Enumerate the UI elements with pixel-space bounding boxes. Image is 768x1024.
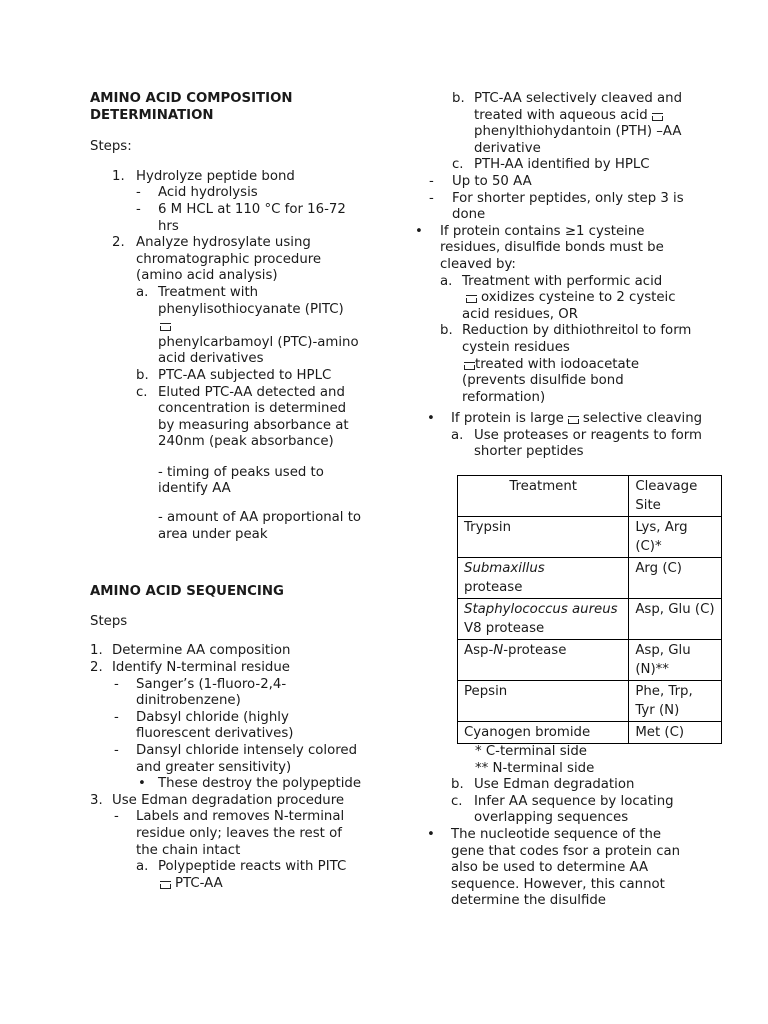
list-item: • The nucleotide sequence of the gene that codes fsor a protein can also be used to determine AA sequence. However, this cannot determine the disulfide	[427, 827, 681, 909]
list-item: a. Polypeptide reacts with PITC PTC-AA	[136, 859, 347, 891]
left-column	[90, 91, 365, 892]
list-item: - Acid hydrolysis	[136, 185, 258, 201]
list-item: 1. Determine AA composition	[90, 643, 291, 659]
list-item: - Dabsyl chloride (highly fluorescent derivatives)	[114, 709, 294, 742]
list-item: - Dansyl chloride intensely colored and greater sensitivity)	[114, 743, 358, 775]
list-item: c. Infer AA sequence by locating overlapping sequences	[451, 793, 674, 826]
table-cell: Met (C)	[629, 722, 722, 744]
table-cell: Trypsin	[458, 517, 629, 558]
list-item: - Sanger’s (1-fluoro-2,4-dinitrobenzene)	[114, 676, 287, 709]
list-item: 2. Identify N-terminal residue	[90, 660, 290, 676]
arrow-icon	[464, 365, 475, 370]
list-item: 3. Use Edman degradation procedure	[90, 792, 345, 808]
table-cell: Asp-N-protease	[458, 640, 629, 681]
table-cell: Arg (C)	[629, 558, 722, 599]
list-item: • If protein is large selective cleaving	[427, 411, 703, 427]
arrow-icon	[160, 326, 171, 331]
table-row	[458, 558, 722, 599]
table-cell: Pepsin	[458, 681, 629, 722]
table-cell: Lys, Arg (C)*	[629, 517, 722, 558]
list-item: 1. Hydrolyze peptide bond	[112, 168, 295, 184]
list-item: a. Treatment with phenylisothiocyanate (PITC) phenylcarbamoyl (PTC)-amino acid derivatives	[136, 284, 359, 367]
list-item: c. Eluted PTC-AA detected and concentration is determined by measuring absorbance at 240nm (peak absorbance)	[136, 384, 349, 450]
footnote-c-terminal: * C-terminal side	[475, 744, 587, 760]
list-item: 2. Analyze hydrosylate using chromatographic procedure (amino acid analysis)	[112, 235, 322, 284]
edman-steps	[452, 91, 705, 174]
list-item: b. Use Edman degradation	[451, 777, 635, 793]
list-item: b. PTC-AA subjected to HPLC	[136, 367, 332, 383]
footnote-n-terminal: ** N-terminal side	[475, 760, 595, 776]
list-item: - Labels and removes N-terminal residue only; leaves the rest of the chain intact	[114, 809, 345, 858]
sequencing-steps-label: Steps	[90, 613, 128, 629]
right-column	[415, 91, 715, 910]
arrow-icon	[652, 116, 663, 121]
cleavage-table	[457, 475, 722, 744]
arrow-icon	[568, 419, 579, 424]
note-amount: - amount of AA proportional to area under peak	[158, 510, 362, 542]
arrow-icon	[466, 298, 477, 303]
column-header-treatment: Treatment	[458, 476, 629, 517]
list-item: b. Reduction by dithiothreitol to form cystein residues treated with iodoacetate (prevents disulfide bond reformation)	[440, 323, 692, 405]
table-row	[458, 599, 722, 640]
table-cell: Asp, Glu (N)**	[629, 640, 722, 681]
arrow-icon	[160, 884, 171, 889]
list-item: • If protein contains ≥1 cysteine residues, disulfide bonds must be cleaved by:	[415, 223, 664, 272]
table-row	[458, 517, 722, 558]
composition-steps	[112, 169, 365, 543]
table-cell: Phe, Trp, Tyr (N)	[629, 681, 722, 722]
table-cell: Staphylococcus aureus V8 protease	[458, 599, 629, 640]
list-item: a. Treatment with performic acid oxidizes cysteine to 2 cysteic acid residues, OR	[440, 273, 676, 322]
table-row	[458, 640, 722, 681]
table-row	[458, 722, 722, 744]
table-row	[458, 681, 722, 722]
column-header-cleavage-site: Cleavage Site	[629, 476, 722, 517]
list-item: - 6 M HCL at 110 °C for 16-72 hrs	[136, 201, 346, 234]
list-item: • These destroy the polypeptide	[138, 776, 362, 792]
steps-label: Steps:	[90, 139, 132, 155]
list-item: b. PTC-AA selectively cleaved and treated with aqueous acidphenylthiohydantoin (PTH) –AA derivative	[452, 91, 683, 156]
list-item: a. Use proteases or reagents to form shorter peptides	[451, 427, 702, 460]
table-cell: Submaxillus protease	[458, 558, 629, 599]
note-timing: - timing of peaks used to identify AA	[158, 464, 324, 497]
list-item: - Up to 50 AA	[429, 173, 532, 189]
list-item: - For shorter peptides, only step 3 is done	[429, 190, 684, 223]
cysteine-methods	[440, 274, 705, 407]
table-header-row	[458, 476, 722, 517]
composition-title: AMINO ACID COMPOSITION DETERMINATION	[90, 91, 293, 123]
sequencing-steps	[90, 643, 365, 892]
sequencing-title: AMINO ACID SEQUENCING	[90, 584, 284, 600]
table-cell: Asp, Glu (C)	[629, 599, 722, 640]
list-item: c. PTH-AA identified by HPLC	[452, 157, 650, 173]
table-cell: Cyanogen bromide	[458, 722, 629, 744]
